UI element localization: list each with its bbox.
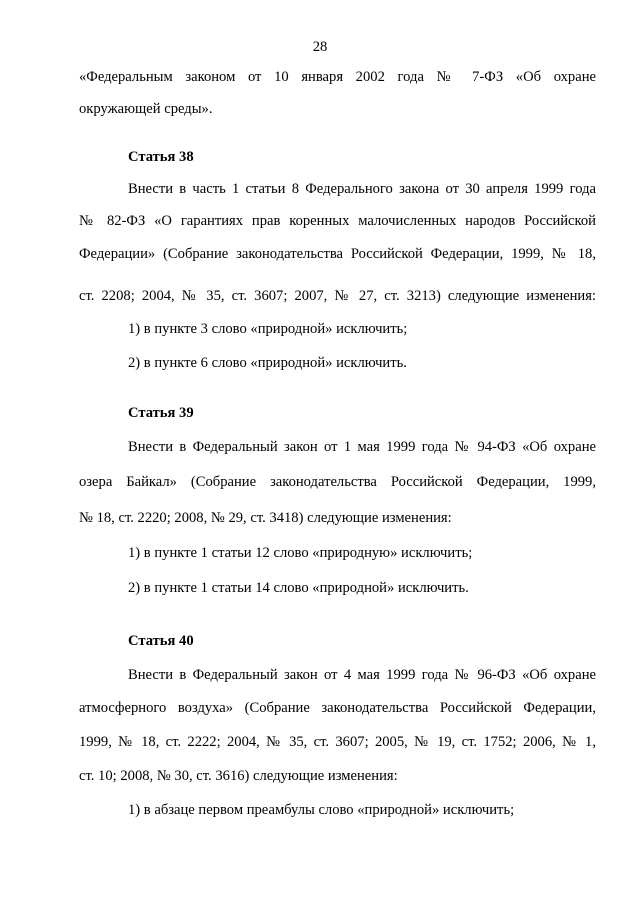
article-40-body-line-4: ст. 10; 2008, № 30, ст. 3616) следующие изменения: [79,768,398,784]
intro-line-2: окружающей среды». [79,101,213,117]
article-40-body-line-2: атмосферного воздуха» (Собрание законодательства Российской Федерации, [79,700,596,716]
article-40-body-line-3: 1999, № 18, ст. 2222; 2004, № 35, ст. 3607; 2005, № 19, ст. 1752; 2006, № 1, [79,734,596,750]
article-39-heading: Статья 39 [128,405,194,421]
article-38-item-2: 2) в пункте 6 слово «природной» исключить. [128,355,407,371]
article-39-body-line-2: озера Байкал» (Собрание законодательства Российской Федерации, 1999, [79,474,596,490]
article-38-heading: Статья 38 [128,149,194,165]
article-38-item-1: 1) в пункте 3 слово «природной» исключить; [128,321,408,337]
page-number: 28 [312,39,328,55]
article-38-body-line-3: Федерации» (Собрание законодательства Российской Федерации, 1999, № 18, [79,246,596,262]
article-40-item-1: 1) в абзаце первом преамбулы слово «природной» исключить; [128,802,515,818]
intro-line-1: «Федеральным законом от 10 января 2002 года № 7-ФЗ «Об охране [79,69,596,85]
article-40-body-line-1: Внести в Федеральный закон от 4 мая 1999 года № 96-ФЗ «Об охране [128,667,596,683]
article-39-body-line-3: № 18, ст. 2220; 2008, № 29, ст. 3418) следующие изменения: [79,510,452,526]
article-39-body-line-1: Внести в Федеральный закон от 1 мая 1999 года № 94-ФЗ «Об охране [128,439,596,455]
article-39-item-2: 2) в пункте 1 статьи 14 слово «природной» исключить. [128,580,469,596]
article-38-body-line-2: № 82-ФЗ «О гарантиях прав коренных малочисленных народов Российской [79,213,596,229]
article-39-item-1: 1) в пункте 1 статьи 12 слово «природную» исключить; [128,545,473,561]
article-40-heading: Статья 40 [128,633,194,649]
article-38-body-line-1: Внести в часть 1 статьи 8 Федерального закона от 30 апреля 1999 года [128,181,596,197]
article-38-body-line-4: ст. 2208; 2004, № 35, ст. 3607; 2007, № 27, ст. 3213) следующие изменения: [79,288,596,304]
